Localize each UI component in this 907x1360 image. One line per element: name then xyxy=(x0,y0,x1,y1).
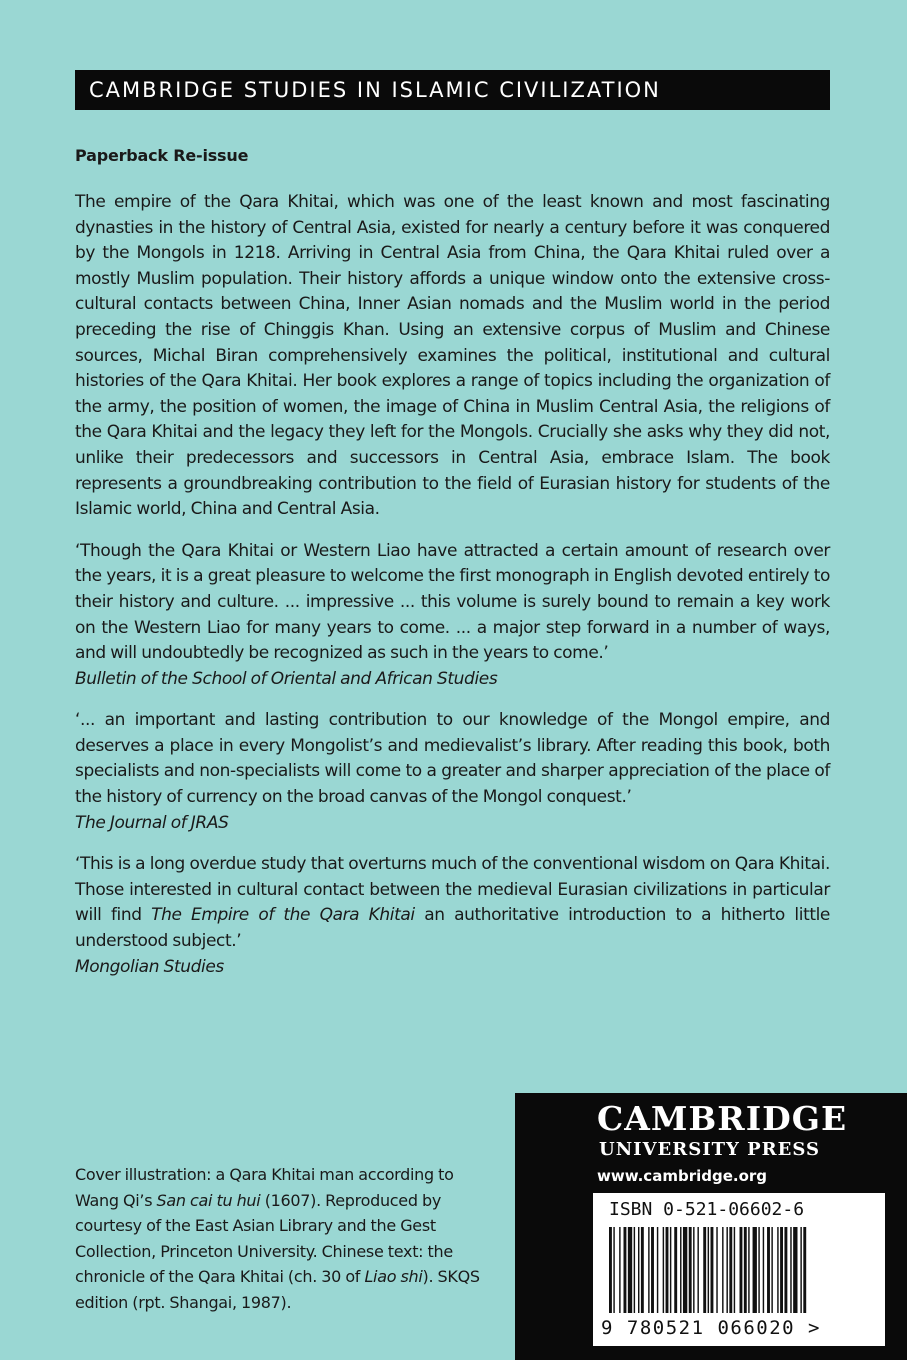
isbn-barcode xyxy=(593,1193,885,1346)
isbn-label: ISBN 0-521-06602-6 xyxy=(609,1199,805,1220)
review-quote-title: The Empire of the Qara Khitai xyxy=(151,905,415,926)
back-cover-text xyxy=(75,190,830,996)
review-quote-start: ‘This is a long overdue study that overturns much of the conventional wisdom on Qara Khitai. Those interested in cultural contact between the medieval Eurasian civilizations in particular will find xyxy=(75,854,830,926)
review-2 xyxy=(75,708,830,836)
review-3 xyxy=(75,852,830,980)
edition-label: Paperback Re-issue xyxy=(75,146,249,165)
series-title: CAMBRIDGE STUDIES IN ISLAMIC CIVILIZATION xyxy=(89,78,661,102)
credit-text: (1607). Reproduced by courtesy of the East Asian Library and the Gest Collection, Princeton University. Chinese text: the chronicle of the Qara Khitai (ch. 30 of xyxy=(75,1190,453,1287)
review-1 xyxy=(75,539,830,693)
review-source: Mongolian Studies xyxy=(75,956,224,977)
cover-credit xyxy=(75,1162,495,1316)
review-source: The Journal of JRAS xyxy=(75,812,229,833)
publisher-panel xyxy=(515,1093,907,1360)
publisher-url: www.cambridge.org xyxy=(597,1167,768,1185)
credit-work-title: San cai tu hui xyxy=(156,1190,261,1210)
publisher-subname: UNIVERSITY PRESS xyxy=(599,1139,820,1160)
barcode-bars xyxy=(607,1227,869,1317)
credit-text: ). SKQS edition (rpt. Shangai, 1987). xyxy=(75,1267,480,1312)
review-quote: ‘... an important and lasting contribution to our knowledge of the Mongol empire, and deserves a place in every Mongolist’s and medievalist’s library. After reading this book, both specialists and non-specialists will come to a greater and sharper appreciation of the place of the history of currency on the broad canvas of the Mongol conquest.’ xyxy=(75,710,830,808)
publisher-name: CAMBRIDGE xyxy=(597,1099,848,1138)
book-description: The empire of the Qara Khitai, which was one of the least known and most fascinating dynasties in the history of Central Asia, existed for nearly a century before it was conquered by the Mongols in 1218. Arriving in Central Asia from China, the Qara Khitai ruled over a mostly Muslim population. Their history affords a unique window onto the extensive cross-cultural contacts between China, Inner Asian nomads and the Muslim world in the period preceding the rise of Chinggis Khan. Using an extensive corpus of Muslim and Chinese sources, Michal Biran comprehensively examines the political, institutional and cultural histories of the Qara Khitai. Her book explores a range of topics including the organization of the army, the position of women, the image of China in Muslim Central Asia, the religions of the Qara Khitai and the legacy they left for the Mongols. Crucially she asks why they did not, unlike their predecessors and successors in Central Asia, embrace Islam. The book represents a groundbreaking contribution to the field of Eurasian history for students of the Islamic world, China and Central Asia. xyxy=(75,192,830,520)
review-quote: ‘Though the Qara Khitai or Western Liao have attracted a certain amount of research over the years, it is a great pleasure to welcome the first monograph in English devoted entirely to their history and culture. ... impressive ... this volume is surely bound to remain a key work on the Western Liao for many years to come. ... a major step forward in a number of ways, and will undoubtedly be recognized as such in the years to come.’ xyxy=(75,540,830,664)
review-source: Bulletin of the School of Oriental and African Studies xyxy=(75,668,498,689)
review-quote-end: an authoritative introduction to a hitherto little understood subject.’ xyxy=(75,905,830,952)
credit-work-title: Liao shi xyxy=(364,1267,423,1287)
barcode-digits: 9 780521 066020 > xyxy=(601,1317,821,1339)
series-banner xyxy=(75,70,830,110)
credit-text: Cover illustration: a Qara Khitai man according to Wang Qi’s xyxy=(75,1165,454,1210)
